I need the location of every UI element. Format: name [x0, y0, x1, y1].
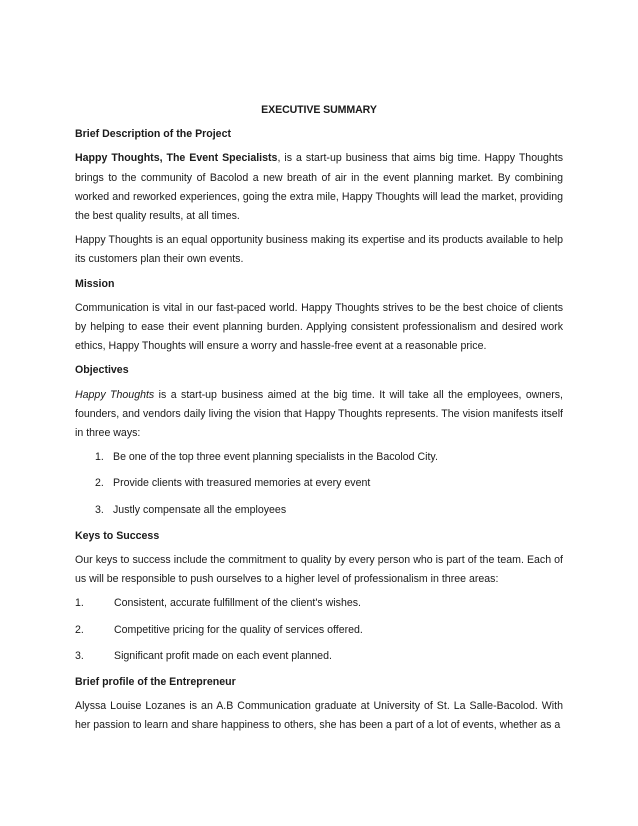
- objectives-list: [75, 448, 563, 520]
- company-name: Happy Thoughts, The Event Specialists: [75, 152, 278, 165]
- paragraph-brief-description-1: [75, 149, 563, 226]
- list-number: 1.: [75, 597, 84, 610]
- list-number: 3.: [95, 503, 104, 516]
- list-item-text: Be one of the top three event planning specialists in the Bacolod City.: [113, 451, 438, 464]
- paragraph-text: is a start-up business aimed at the big time. It will take all the employees, owners, founders, and vendors daily living the vision that Happy Thoughts represents. The vision manifests itself in three ways:: [75, 388, 563, 440]
- list-item-text: Consistent, accurate fulfillment of the client's wishes.: [114, 597, 361, 610]
- list-number: 2.: [95, 477, 104, 490]
- document-body: [75, 101, 563, 741]
- list-item-text: Competitive pricing for the quality of services offered.: [114, 623, 363, 636]
- paragraph-brief-description-2: Happy Thoughts is an equal opportunity business making its expertise and its products available to help its customers plan their own events.: [75, 234, 563, 266]
- list-item: [75, 621, 563, 640]
- list-number: 1.: [95, 451, 104, 464]
- list-number: 3.: [75, 649, 84, 662]
- list-number: 2.: [75, 623, 84, 636]
- heading-keys-to-success: Keys to Success: [75, 529, 160, 542]
- paragraph-text: , is a start-up business that aims big time. Happy Thoughts brings to the community of Bacolod a new breath of air in the event planning market. By combining worked and reworked experiences, going the extra mile, Happy Thoughts will lead the market, providing the best quality results, at all times.: [75, 152, 563, 223]
- paragraph-entrepreneur-profile: Alyssa Louise Lozanes is an A.B Communication graduate at University of St. La Salle-Bacolod. With her passion to learn and share happiness to others, she has been a part of a lot of events, whether as a: [75, 700, 563, 732]
- keys-list: [75, 594, 563, 666]
- list-item-text: Significant profit made on each event planned.: [114, 649, 332, 662]
- paragraph-keys-to-success: Our keys to success include the commitment to quality by every person who is part of the team. Each of us will be responsible to push ourselves to a higher level of professionalism in three areas:: [75, 554, 563, 586]
- list-item: [75, 448, 563, 467]
- paragraph-objectives: [75, 386, 563, 444]
- list-item-text: Provide clients with treasured memories at every event: [113, 477, 371, 490]
- list-item: [75, 501, 563, 520]
- company-name-italic: Happy Thoughts: [75, 388, 155, 401]
- heading-objectives: Objectives: [75, 364, 129, 377]
- heading-mission: Mission: [75, 277, 115, 290]
- page-title: EXECUTIVE SUMMARY: [261, 104, 377, 116]
- heading-entrepreneur-profile: Brief profile of the Entrepreneur: [75, 676, 236, 689]
- paragraph-mission: Communication is vital in our fast-paced world. Happy Thoughts strives to be the best choice of clients by helping to ease their event planning burden. Applying consistent professionalism and desired work ethics, Happy Thoughts will ensure a worry and hassle-free event at a reasonable price.: [75, 301, 563, 353]
- list-item: [75, 474, 563, 493]
- heading-brief-description: Brief Description of the Project: [75, 128, 231, 141]
- list-item-text: Justly compensate all the employees: [113, 503, 287, 516]
- list-item: [75, 594, 563, 613]
- list-item: [75, 647, 563, 666]
